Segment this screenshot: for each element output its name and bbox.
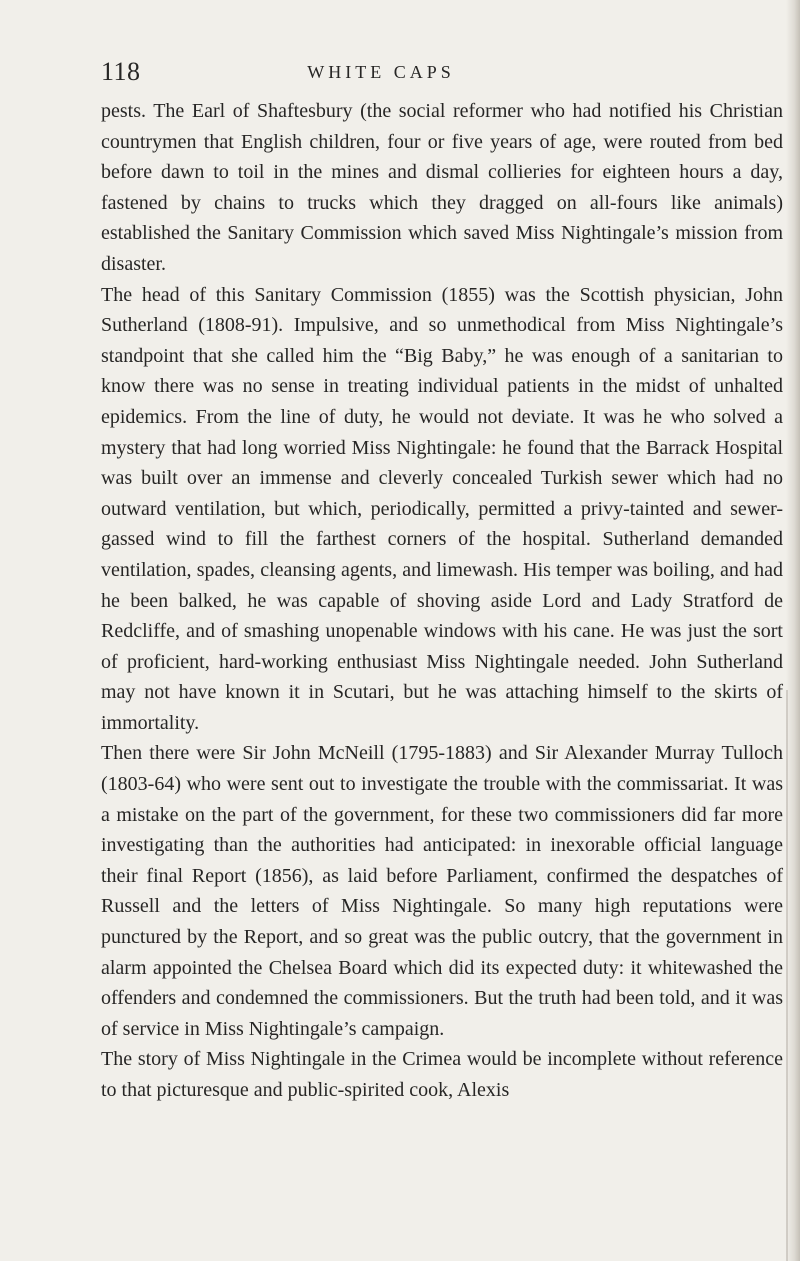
body-text — [101, 96, 783, 1106]
paragraph-4: The story of Miss Nightingale in the Crimea would be incomplete without reference to that picturesque and public-spirited cook, Alexis — [101, 1048, 783, 1101]
page-number: 118 — [101, 57, 141, 86]
paragraph-2: The head of this Sanitary Commission (1855) was the Scottish physician, John Sutherland (1808-91). Impulsive, and so unmethodical from Miss Nightingale’s standpoint that she called him the “Big Baby,” he was enough of a sanitarian to know there was no sense in treating individual patients in the midst of unhalted epidemics. From the line of duty, he would not deviate. It was he who solved a mystery that had long worried Miss Nightingale: he found that the Barrack Hospital was built over an immense and cleverly concealed Turkish sewer which had no outward ventilation, but which, periodically, permitted a privy-tainted and sewer-gassed wind to fill the farthest corners of the hospital. Sutherland demanded ventilation, spades, cleansing agents, and limewash. His temper was boiling, and had he been balked, he was capable of shoving aside Lord and Lady Stratford de Redcliffe, and of smashing unopenable windows with his cane. He was just the sort of proficient, hard-working enthusiast Miss Nightingale needed. John Sutherland may not have known it in Scutari, but he was attaching himself to the skirts of immortality. — [101, 283, 783, 734]
running-title: WHITE CAPS — [307, 62, 455, 82]
paragraph-3: Then there were Sir John McNeill (1795-1883) and Sir Alexander Murray Tulloch (1803-64) who were sent out to investigate the trouble with the commissariat. It was a mistake on the part of the government, for these two commissioners did far more investigating than the authorities had anticipated: in inexorable official language their final Report (1856), as laid before Parliament, confirmed the despatches of Russell and the letters of Miss Nightingale. So many high reputations were punctured by the Report, and so great was the public outcry, that the government in alarm appointed the Chelsea Board which did its expected duty: it whitewashed the offenders and condemned the commissioners. But the truth had been told, and it was of service in Miss Nightingale’s campaign. — [101, 742, 783, 1040]
page-header — [101, 54, 721, 90]
paragraph-1: pests. The Earl of Shaftesbury (the social reformer who had notified his Christian countrymen that English children, four or five years of age, were routed from bed before dawn to toil in the mines and dismal collieries for eighteen hours a day, fastened by chains to trucks which they dragged on all-fours like animals) established the Sanitary Commission which saved Miss Nightingale’s mission from disaster. — [101, 100, 783, 275]
page-edge-shadow — [786, 0, 800, 1261]
page-fold-line — [786, 690, 788, 1261]
